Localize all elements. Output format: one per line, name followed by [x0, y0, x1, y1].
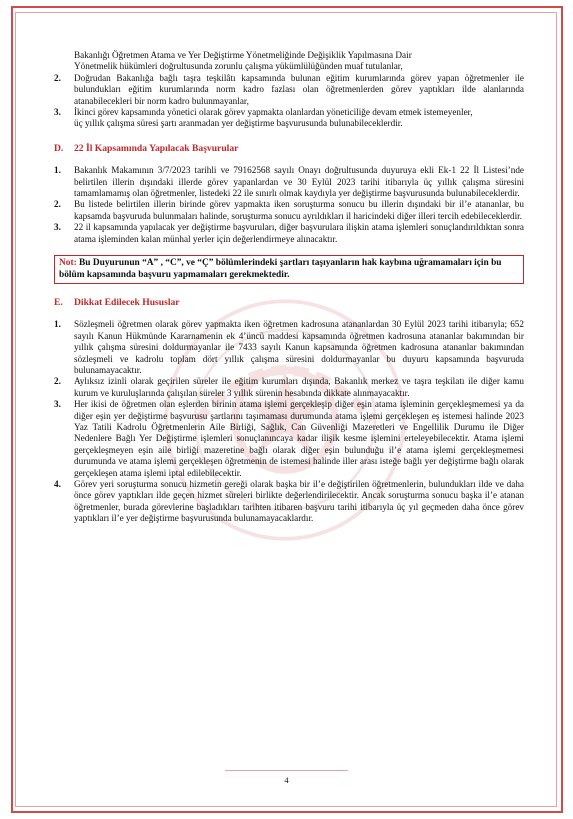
- note-text: Bu Duyurunun “A” , “C”, ve “Ç” bölümlerindeki şartları taşıyanların hak kaybına uğramamaları için bu bölüm kapsamında başvuru yapmamaları gerekmektedir.: [59, 258, 502, 280]
- section-letter: E.: [54, 296, 63, 308]
- section-title: 22 İl Kapsamında Yapılacak Başvurular: [74, 142, 239, 154]
- note-label: Not:: [59, 258, 77, 269]
- intro-line-1: Bakanlığı Öğretmen Atama ve Yer Değiştirme Yönetmeliğinde Değişiklik Yapılmasına Dair: [74, 50, 412, 60]
- section-letter: D.: [54, 142, 64, 154]
- list-item: [54, 107, 524, 130]
- section-d-heading: [54, 143, 524, 154]
- section-e-heading: [54, 297, 524, 308]
- list-number: 3.: [54, 107, 61, 118]
- list-text: Doğrudan Bakanlığa bağlı taşra teşkilâtı kapsamında bulunan eğitim kurumlarında görev yapan öğretmenler ile bulundukları eğitim kurumlarında norm kadro fazlası olan öğretmenlerden görev yaptıkları ilde alanlarında atanabilecekleri bir norm kadro bulunmayanlar,: [74, 72, 524, 106]
- list-number: 2.: [54, 376, 61, 387]
- list-continued: [54, 73, 524, 130]
- section-d-list: [54, 165, 524, 245]
- list-number: 3.: [54, 222, 61, 233]
- list-item: [54, 376, 524, 399]
- list-text: Bu listede belirtilen illerin birinde görev yapmakta iken soruşturma sonucu bu illerin dışındaki bir il’e atananlar, bu kapsamda başvuruda bulunmaları halinde, soruşturma sonucu ayrıldıkları il haricindeki diğer illeri tercih edebileceklerdir.: [74, 199, 524, 221]
- list-item: [54, 165, 524, 199]
- list-number: 3.: [54, 399, 61, 410]
- list-text: 22 il kapsamında yapılacak yer değiştirme başvuruları, diğer başvurulara ilişkin atama işlemleri sonuçlandırıldıktan sonra atama işleminden kalan münhal yerler için değerlendirmeye alınacaktır.: [74, 222, 524, 244]
- list-text: Aylıksız izinli olarak geçirilen süreler ile eğitim kurumları dışında, Bakanlık merkez ve taşra teşkilatı ile diğer kamu kurum ve kuruluşlarında çalışılan süreler 3 yıllık sürenin hesabında dikkate alınmayacaktır.: [74, 376, 524, 398]
- list-item: [54, 319, 524, 376]
- list-number: 4.: [54, 479, 61, 489]
- note-box: [54, 255, 524, 284]
- list-text: İkinci görev kapsamında yönetici olarak görev yapmakta olanlardan yöneticiliğe devam etmek istemeyenler,: [74, 107, 473, 118]
- list-number: 1.: [54, 319, 61, 330]
- intro-paragraph: [54, 50, 524, 73]
- intro-line-2: Yönetmelik hükümleri doğrultusunda zorunlu çalışma yükümlülüğünden muaf tutulanlar,: [74, 61, 403, 72]
- list-number: 1.: [54, 165, 61, 176]
- list-item: [54, 399, 524, 479]
- footer-divider: [225, 770, 348, 771]
- section-title: Dikkat Edilecek Hususlar: [74, 296, 180, 308]
- list-number: 2.: [54, 72, 61, 83]
- list-text: Bakanlık Makamının 3/7/2023 tarihli ve 79162568 sayılı Onayı doğrultusunda duyuruya ekli Ek-1 22 İl Listesi’nde belirtilen illerin dışındaki illerde görev yapanlardan ve 30 Eylül 2023 tarihi itibarıyla üç yıllık çalışma süresini tamamlamamış olan öğretmenler, listedeki 22 ile sınırlı olmak kaydıyla yer değiştirme başvurusunda bulunabileceklerdir.: [74, 165, 524, 199]
- list-text: Sözleşmeli öğretmen olarak görev yapmakta iken öğretmen kadrosuna atananlardan 30 Eylül 2023 tarihi itibarıyla; 652 sayılı Kanun Hükmünde Kararnamenin ek 4’üncü maddesi kapsamında öğretmen kadrosuna atananlar bakımından bir yıllık çalışma süresini doldurmayanlar ile 7433 sayılı Kanun kapsamında öğretmen kadrosuna atananlar bakımından sözleşmeli ve kadrolu toplam dört yıllık çalışma süresini doldurmayanlar bu duyuru kapsamında başvuruda bulunamayacaktır.: [74, 319, 524, 375]
- document-body: [54, 50, 524, 525]
- section-e-list: [54, 319, 524, 524]
- list-text-extra: üç yıllık çalışma süresi şartı aranmadan yer değiştirme başvurusunda bulunabileceklerdir.: [74, 118, 403, 129]
- list-number: 2.: [54, 199, 61, 210]
- list-text: Her ikisi de öğretmen olan eşlerden birinin atama işlemi gerçekleşip diğer eşin atama işleminin gerçekleşmemesi ya da diğer eşin yer değiştirme başvurusu şartlarını taşımaması durumunda atama işlemi gerçekleşen eş istemesi halinde 2023 Yaz Tatili Kadrolu Öğretmenlerin Aile Birliği, Sağlık, Can Güvenliği Mazeretleri ve Engellilik Durumu ile Diğer Nedenlere Bağlı Yer Değiştirme işlemleri sonuçlanıncaya kadar ilişik kesme işlemini erteleyebilecektir. Atama işlemi gerçekleşmeyen eşin aile birliği mazeretine bağlı olarak diğer eşin bulunduğu il’e atama işlemi gerçekleşmemesi durumunda ve atama işlemi gerçekleşen öğretmenin de istemesi halinde iller arası isteğe bağlı yer değiştirme bağlı olarak gerçekleşen atama işlemi iptal edilebilecektir.: [74, 399, 524, 478]
- list-text: Görev yeri soruşturma sonucu hizmetin gereği olarak başka bir il’e değiştirilen öğretmenlerin, bulundukları ilde ve daha önce görev yaptıkları ilde geçen hizmet süreleri birlikte değerlendirilecektir. Ancak soruşturma sonucu başka il’e atanan öğretmenler, burada görevlerine başladıkları tarihten itibaren başvuru tarihi itibarıyla üç yıl geçmeden daha önce görev yaptıkları il’e yer değiştirme başvurusunda bulunamayacaklardır.: [74, 479, 524, 524]
- list-item: [54, 222, 524, 245]
- page-number: 4: [284, 775, 289, 785]
- list-item: [54, 479, 524, 525]
- list-item: [54, 199, 524, 222]
- list-item: [54, 73, 524, 107]
